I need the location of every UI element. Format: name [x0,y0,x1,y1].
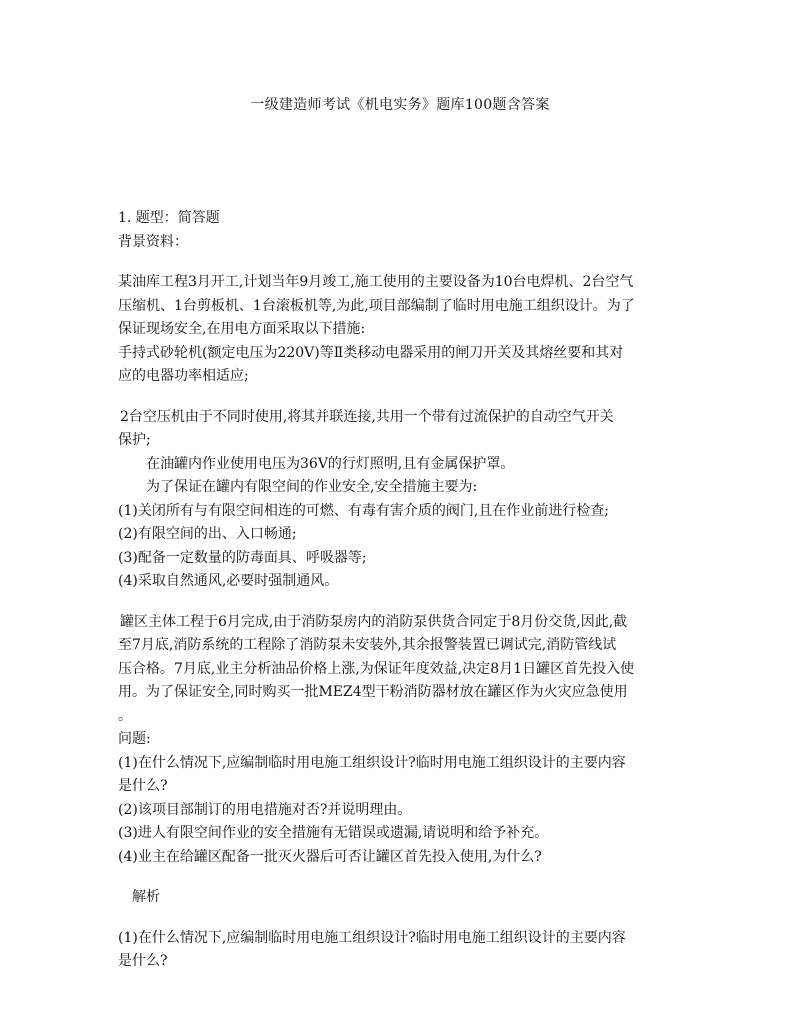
question-item: (1)在什么情况下,应编制临时用电施工组织设计?临时用电施工组织设计的主要内容 [118,754,626,771]
paragraph-line: 用。为了保证安全,同时购买一批MEZ4型干粉消防器材放在罐区作为火灾应急使用 [118,684,628,700]
paragraph-line: 压缩机、1台剪板机、1台滚板机等,为此,项目部编制了临时用电施工组织设计。为了 [118,297,635,314]
paragraph-line: 应的电器功率相适应; [118,368,249,384]
document-body [118,207,698,974]
question-item: (3)进人有限空间作业的安全措施有无错误或遗漏,请说明和给予补充。 [118,825,549,841]
paragraph-line: 保护; [118,432,151,448]
question-type: 1. 题型：简答题 [118,210,220,226]
paragraph-line: 。 [118,707,132,724]
list-item: (2)有限空间的出、入口畅通; [118,526,297,542]
paragraph-line: 手持式砂轮机(额定电压为220V)等Ⅱ类移动电器采用的闸刀开关及其熔丝要和其对 [118,344,624,361]
paragraph-line: 2台空压机由于不同时使用,将其并联连接,共用一个带有过流保护的自动空气开关 [120,408,614,425]
question-item: (4)业主在给罐区配备一批灭火器后可否让罐区首先投入使用,为什么? [118,848,542,865]
answer-line: 是什么? [118,953,168,969]
background-label: 背景资料： [118,233,188,250]
question-item: 是什么? [118,778,168,794]
list-item: (4)采取自然通风,必要时强制通风。 [118,573,339,589]
paragraph-line: 某油库工程3月开工,计划当年9月竣工,施工使用的主要设备为10台电焊机、2台空气 [118,274,634,290]
paragraph-line: 为了保证在罐内有限空间的作业安全,安全措施主要为: [146,479,478,495]
paragraph-line: 在油罐内作业使用电压为36V的行灯照明,且有金属保护罩。 [146,455,515,472]
paragraph-line: 罐区主体工程于6月完成,由于消防泵房内的消防泵供货合同定于8月份交货,因此,截 [120,613,628,630]
document-title: 一级建造师考试《机电实务》题库100题含答案 [250,97,550,113]
question-item: (2)该项目部制订的用电措施对否?并说明理由。 [118,801,412,818]
paragraph-line: 保证现场安全,在用电方面采取以下措施: [118,321,366,337]
paragraph-line: 至7月底,消防系统的工程除了消防泵未安装外,其余报警装置已调试完,消防管线试 [118,637,617,653]
list-item: (3)配备一定数量的防毒面具、呼吸器等; [118,549,367,566]
answer-line: (1)在什么情况下,应编制临时用电施工组织设计?临时用电施工组织设计的主要内容 [118,929,626,946]
analysis-label: 解析 [132,889,160,905]
paragraph-line: 压合格。7月底,业主分析油品价格上涨,为保证年度效益,决定8月1日罐区首先投入使 [118,660,635,677]
list-item: (1)关闭所有与有限空间相连的可燃、有毒有害介质的阀门,且在作业前进行检查; [118,502,609,519]
questions-label: 问题: [118,731,151,747]
